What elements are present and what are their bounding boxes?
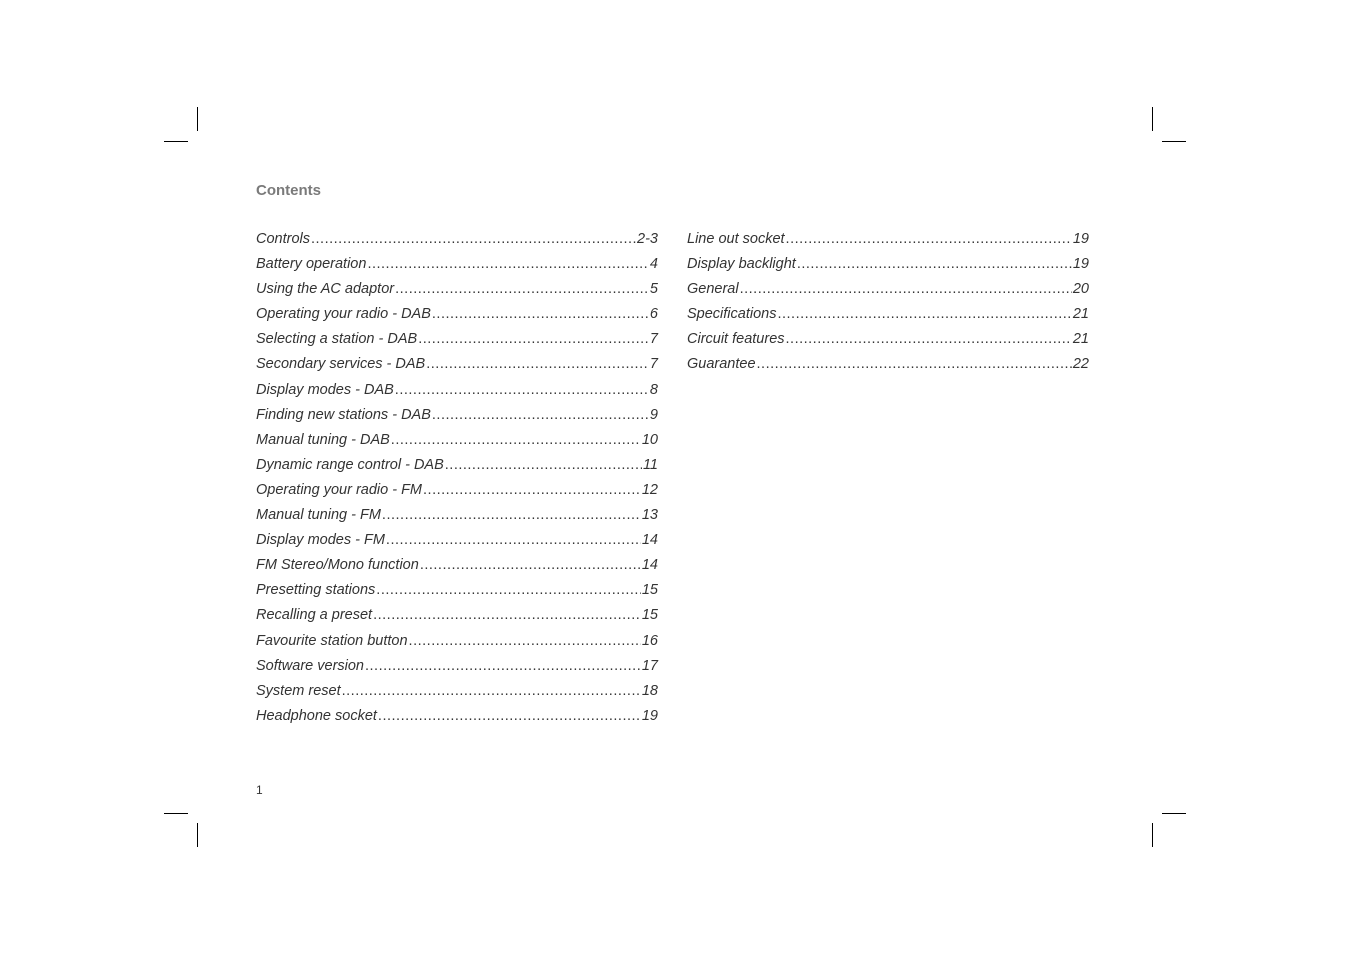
toc-entry-title: Battery operation xyxy=(256,256,367,273)
toc-entry-page: 7 xyxy=(649,331,658,348)
toc-dot-leader xyxy=(395,279,649,299)
toc-entry[interactable] xyxy=(256,681,658,706)
toc-entry[interactable] xyxy=(256,430,658,455)
toc-entry-title: Presetting stations xyxy=(256,582,376,599)
toc-dot-leader xyxy=(386,530,641,550)
toc-dot-leader xyxy=(373,605,641,625)
toc-dot-leader xyxy=(409,631,641,651)
toc-entry-page: 7 xyxy=(649,356,658,373)
toc-entry-title: Operating your radio - FM xyxy=(256,481,423,498)
toc-entry-page: 13 xyxy=(641,507,658,524)
toc-dot-leader xyxy=(432,304,649,324)
crop-mark-top-left-horizontal xyxy=(164,141,188,142)
toc-entry[interactable] xyxy=(687,254,1089,279)
toc-entry[interactable] xyxy=(256,706,658,731)
toc-entry-title: Recalling a preset xyxy=(256,607,373,624)
toc-entry-page: 21 xyxy=(1072,306,1089,323)
toc-dot-leader xyxy=(376,580,641,600)
crop-mark-bottom-right-vertical xyxy=(1152,823,1153,847)
toc-entry[interactable] xyxy=(256,505,658,530)
toc-entry-page: 2-3 xyxy=(637,231,658,247)
toc-entry-page: 22 xyxy=(1072,356,1089,373)
toc-dot-leader xyxy=(757,354,1072,374)
toc-entry-title: Using the AC adaptor xyxy=(256,281,395,298)
toc-entry-title: Finding new stations - DAB xyxy=(256,406,431,423)
crop-mark-bottom-left-vertical xyxy=(197,823,198,847)
crop-mark-top-left-vertical xyxy=(197,107,198,131)
toc-entry-page: 18 xyxy=(641,682,658,699)
toc-dot-leader xyxy=(311,229,636,249)
toc-entry-page: 9 xyxy=(649,406,658,423)
toc-entry-page: 8 xyxy=(649,381,658,398)
toc-entry-page: 14 xyxy=(641,557,658,574)
toc-entry[interactable] xyxy=(256,304,658,329)
toc-entry-title: Display backlight xyxy=(687,256,796,273)
toc-entry[interactable] xyxy=(256,605,658,630)
toc-dot-leader xyxy=(777,304,1071,324)
toc-dot-leader xyxy=(786,229,1072,249)
page-title: Contents xyxy=(256,182,321,199)
toc-dot-leader xyxy=(342,681,641,701)
toc-entry-title: Guarantee xyxy=(687,356,756,373)
toc-entry[interactable] xyxy=(256,631,658,656)
toc-dot-leader xyxy=(395,380,649,400)
toc-entry-title: FM Stereo/Mono function xyxy=(256,557,419,574)
toc-dot-leader xyxy=(391,430,641,450)
toc-entry[interactable] xyxy=(687,279,1089,304)
toc-dot-leader xyxy=(382,505,641,525)
toc-entry[interactable] xyxy=(256,555,658,580)
toc-entry-page: 11 xyxy=(642,456,658,473)
toc-dot-leader xyxy=(365,656,641,676)
toc-dot-leader xyxy=(378,706,641,726)
toc-entry-title: Display modes - DAB xyxy=(256,381,394,398)
toc-entry-title: Line out socket xyxy=(687,231,785,247)
toc-entry-title: Software version xyxy=(256,657,364,674)
toc-entry-page: 19 xyxy=(641,707,658,724)
toc-entry[interactable] xyxy=(256,580,658,605)
crop-mark-bottom-right-horizontal xyxy=(1162,813,1186,814)
toc-entry-page: 20 xyxy=(1072,281,1089,298)
toc-entry-title: Specifications xyxy=(687,306,777,323)
toc-entry-title: Circuit features xyxy=(687,331,785,348)
toc-entry-page: 19 xyxy=(1072,256,1089,273)
toc-column-right xyxy=(687,229,1089,380)
toc-entry[interactable] xyxy=(256,279,658,304)
toc-entry[interactable] xyxy=(256,329,658,354)
toc-entry[interactable] xyxy=(256,354,658,379)
toc-dot-leader xyxy=(423,480,641,500)
toc-entry-page: 15 xyxy=(641,582,658,599)
toc-dot-leader xyxy=(786,329,1072,349)
toc-entry-title: Secondary services - DAB xyxy=(256,356,426,373)
toc-dot-leader xyxy=(426,354,649,374)
toc-entry[interactable] xyxy=(256,530,658,555)
toc-entry-title: Operating your radio - DAB xyxy=(256,306,431,323)
toc-entry[interactable] xyxy=(256,480,658,505)
toc-entry-title: Display modes - FM xyxy=(256,532,385,549)
toc-dot-leader xyxy=(740,279,1072,299)
toc-entry[interactable] xyxy=(687,229,1089,254)
toc-dot-leader xyxy=(445,455,642,475)
toc-entry[interactable] xyxy=(687,354,1089,379)
toc-entry-title: Controls xyxy=(256,231,310,247)
toc-column-left xyxy=(256,229,658,731)
toc-entry-title: Manual tuning - FM xyxy=(256,507,381,524)
toc-entry-title: General xyxy=(687,281,739,298)
toc-dot-leader xyxy=(432,405,649,425)
toc-entry-title: Manual tuning - DAB xyxy=(256,431,390,448)
crop-mark-bottom-left-horizontal xyxy=(164,813,188,814)
crop-mark-top-right-horizontal xyxy=(1162,141,1186,142)
toc-entry-title: Headphone socket xyxy=(256,707,377,724)
toc-dot-leader xyxy=(367,254,648,274)
toc-entry[interactable] xyxy=(256,656,658,681)
toc-entry[interactable] xyxy=(687,329,1089,354)
toc-entry-page: 4 xyxy=(649,256,658,273)
toc-dot-leader xyxy=(418,329,649,349)
toc-entry[interactable] xyxy=(256,254,658,279)
crop-mark-top-right-vertical xyxy=(1152,107,1153,131)
toc-entry-page: 16 xyxy=(641,632,658,649)
toc-entry-title: Favourite station button xyxy=(256,632,408,649)
toc-entry-title: Dynamic range control - DAB xyxy=(256,456,444,473)
toc-entry-page: 5 xyxy=(649,281,658,298)
toc-entry-page: 19 xyxy=(1072,231,1089,247)
toc-entry-page: 10 xyxy=(641,431,658,448)
toc-entry-title: System reset xyxy=(256,682,341,699)
toc-dot-leader xyxy=(420,555,641,575)
toc-entry[interactable] xyxy=(256,455,658,480)
toc-entry-page: 14 xyxy=(641,532,658,549)
toc-entry-page: 21 xyxy=(1072,331,1089,348)
toc-entry[interactable] xyxy=(687,304,1089,329)
toc-entry-page: 15 xyxy=(641,607,658,624)
toc-dot-leader xyxy=(797,254,1072,274)
toc-entry[interactable] xyxy=(256,229,658,254)
toc-entry-page: 12 xyxy=(641,481,658,498)
toc-entry[interactable] xyxy=(256,405,658,430)
toc-entry-title: Selecting a station - DAB xyxy=(256,331,418,348)
toc-entry-page: 17 xyxy=(641,657,658,674)
page-number: 1 xyxy=(256,783,263,797)
toc-entry-page: 6 xyxy=(649,306,658,323)
toc-entry[interactable] xyxy=(256,380,658,405)
